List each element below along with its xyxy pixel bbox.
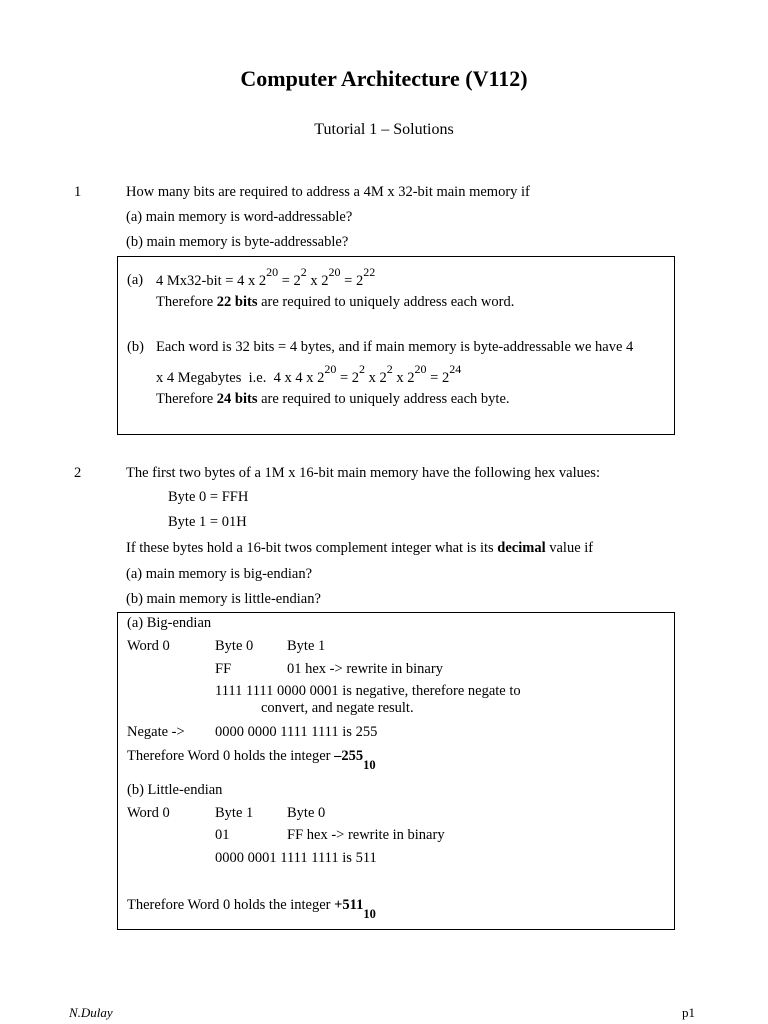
answer-1b-math: x 4 Megabytes i.e. 4 x 4 x $2^{20} = 2^2$ x $2^2$ x $2^{20} = 2^{24}$ [156, 362, 462, 386]
answer-1b-conclusion: Therefore 24 bits are required to uniquely address each byte. [156, 391, 510, 407]
question-1-number: 1 [74, 184, 82, 200]
question-2-ask: If these bytes hold a 16-bit twos complement integer what is its decimal value if [126, 540, 594, 556]
page-title: Computer Architecture (V112) [240, 66, 528, 91]
big-endian-binary-cont: convert, and negate result. [261, 700, 414, 716]
answer-1b-label: (b) [127, 339, 144, 355]
question-2-byte1: Byte 1 = 01H [168, 514, 247, 530]
big-endian-value2: 01 hex -> rewrite in binary [287, 661, 443, 677]
answer-1a-label: (a) [127, 272, 144, 288]
negate-label: Negate -> [127, 724, 185, 740]
big-endian-conclusion: Therefore Word 0 holds the integer –25510 [127, 748, 376, 772]
little-endian-col2: Byte 0 [287, 805, 326, 821]
answer-2-box [117, 612, 675, 930]
little-endian-value2: FF hex -> rewrite in binary [287, 827, 445, 843]
answer-1a-conclusion: Therefore 22 bits are required to uniquely address each word. [156, 294, 515, 310]
question-1-part-b: (b) main memory is byte-addressable? [126, 234, 349, 250]
answer-1b-line1: Each word is 32 bits = 4 bytes, and if main memory is byte-addressable we have 4 [156, 339, 634, 355]
big-endian-heading: (a) Big-endian [127, 615, 212, 631]
page-subtitle: Tutorial 1 – Solutions [314, 121, 454, 138]
footer-author: N.Dulay [69, 1005, 113, 1020]
question-1-part-a: (a) main memory is word-addressable? [126, 209, 353, 225]
big-endian-word: Word 0 [127, 638, 170, 654]
negate-value: 0000 0000 1111 1111 is 255 [215, 724, 378, 740]
question-1-text: How many bits are required to address a 4M x 32-bit main memory if [126, 184, 530, 200]
big-endian-col1: Byte 0 [215, 638, 254, 654]
answer-1-box [117, 256, 675, 435]
little-endian-col1: Byte 1 [215, 805, 254, 821]
question-2-part-a: (a) main memory is big-endian? [126, 566, 313, 582]
little-endian-conclusion: Therefore Word 0 holds the integer +51110 [127, 897, 376, 921]
answer-1a-math: 4 Mx32-bit = 4 x $2^{20} = 2^2$ x $2^{20} = 2^{22}$ [156, 265, 376, 289]
little-endian-heading: (b) Little-endian [127, 782, 223, 798]
big-endian-binary: 1111 1111 0000 0001 is negative, therefore negate to [215, 683, 521, 699]
big-endian-col2: Byte 1 [287, 638, 326, 654]
big-endian-value1: FF [215, 661, 232, 677]
little-endian-binary: 0000 0001 1111 1111 is 511 [215, 850, 377, 866]
footer-page-number: p1 [682, 1005, 695, 1020]
little-endian-value1: 01 [215, 827, 230, 843]
question-2-number: 2 [74, 465, 82, 481]
little-endian-word: Word 0 [127, 805, 170, 821]
question-2-part-b: (b) main memory is little-endian? [126, 591, 321, 607]
question-2-byte0: Byte 0 = FFH [168, 489, 249, 505]
question-2-text: The first two bytes of a 1M x 16-bit main memory have the following hex values: [126, 465, 600, 481]
